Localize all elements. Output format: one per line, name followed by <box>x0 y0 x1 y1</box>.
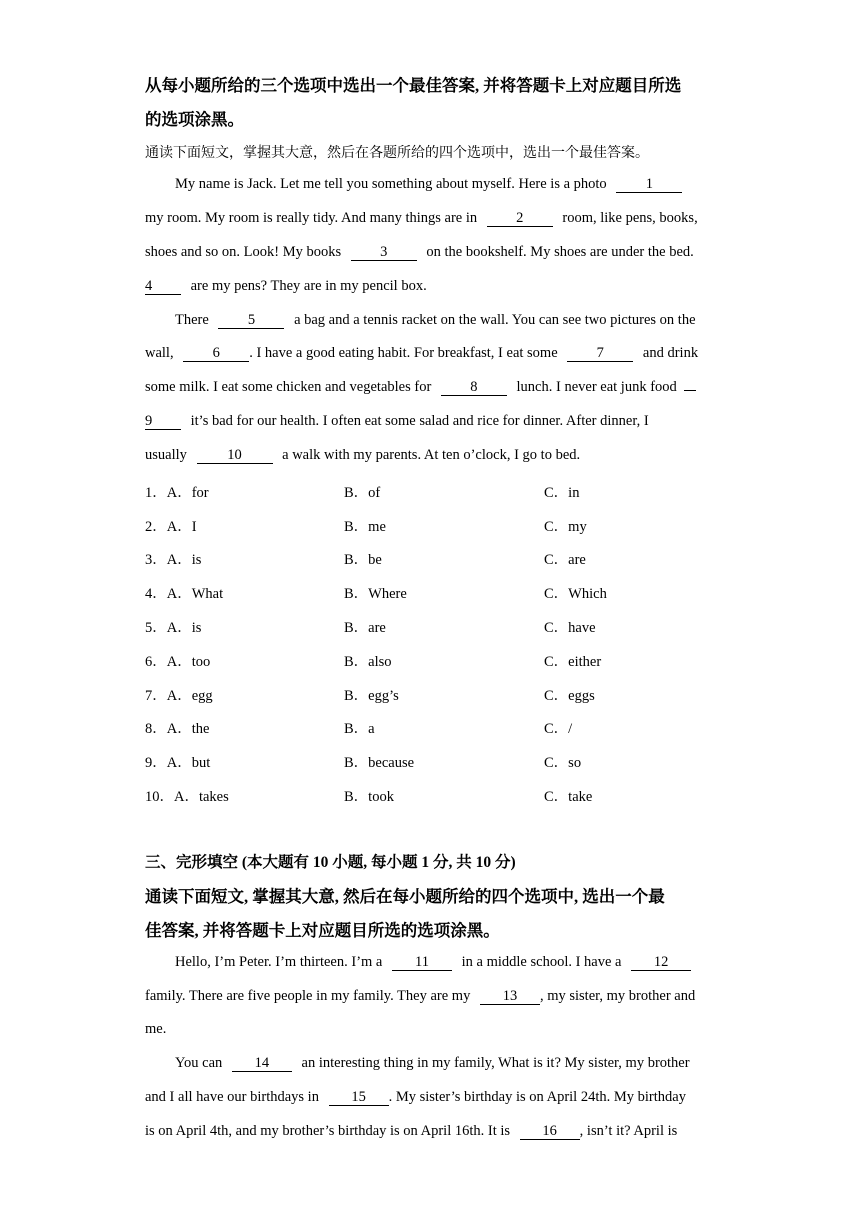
passage-text: it’s bad for our health. I often eat some salad and rice for dinner. After dinner, I <box>190 413 649 429</box>
option-c: C．are <box>544 552 586 568</box>
blank-9: 9 <box>145 413 181 430</box>
option-c: C．so <box>544 755 582 771</box>
blank-14: 14 <box>232 1055 292 1072</box>
option-a: 7．A．egg <box>145 688 213 704</box>
blank-13: 13 <box>480 988 540 1005</box>
passage-text: a walk with my parents. At ten o’clock, I go to bed. <box>282 447 581 463</box>
passage2-line4 <box>175 1055 755 1072</box>
passage-text: a bag and a tennis racket on the wall. You can see two pictures on the <box>294 312 696 328</box>
option-c: C．in <box>544 485 580 501</box>
passage1-line1 <box>175 176 755 193</box>
option-a: 10．A．takes <box>145 789 229 805</box>
passage-text: lunch. I never eat junk food <box>516 379 677 395</box>
option-b: B．me <box>344 519 386 535</box>
blank-15: 15 <box>329 1089 389 1106</box>
passage-text: family. There are five people in my family. They are my <box>145 988 471 1004</box>
blank-11: 11 <box>392 954 452 971</box>
blank-7: 7 <box>567 345 633 362</box>
section2-instruction: 通读下面短文，掌握其大意，然后在各题所给的四个选项中，选出一个最佳答案。 <box>145 146 649 161</box>
option-b: B．of <box>344 485 381 501</box>
passage-text: My name is Jack. Let me tell you something about myself. Here is a photo <box>175 176 607 192</box>
section2-heading-line1: 从每小题所给的三个选项中选出一个最佳答案, 并将答题卡上对应题目所选 <box>145 76 682 95</box>
option-a: 5．A．is <box>145 620 202 636</box>
blank-10: 10 <box>197 447 273 464</box>
option-a: 8．A．the <box>145 721 210 737</box>
section3-heading-line1: 通读下面短文, 掌握其大意, 然后在每小题所给的四个选项中, 选出一个最 <box>145 887 665 906</box>
passage1-line7 <box>145 379 725 396</box>
option-b: B．egg’s <box>344 688 399 704</box>
option-c: C．eggs <box>544 688 595 704</box>
blank-8: 8 <box>441 379 507 396</box>
blank-12: 12 <box>631 954 691 971</box>
option-b: B．took <box>344 789 394 805</box>
option-c: C．take <box>544 789 593 805</box>
passage-text: , isn’t it? April is <box>579 1123 678 1139</box>
passage1-line2 <box>145 210 725 227</box>
option-a: 6．A．too <box>145 654 211 670</box>
passage-text: on the bookshelf. My shoes are under the bed. <box>426 244 694 260</box>
passage-text: . I have a good eating habit. For breakfast, I eat some <box>249 345 558 361</box>
blank-2: 2 <box>487 210 553 227</box>
section3-heading-line2: 佳答案, 并将答题卡上对应题目所选的选项涂黑。 <box>145 921 500 940</box>
passage-text: shoes and so on. Look! My books <box>145 244 342 260</box>
passage-text: . My sister’s birthday is on April 24th. My birthday <box>388 1089 686 1105</box>
blank-16: 16 <box>520 1123 580 1140</box>
passage1-line5 <box>175 312 755 329</box>
passage-text: and drink <box>642 345 699 361</box>
passage-text: Hello, I’m Peter. I’m thirteen. I’m a <box>175 954 383 970</box>
passage-text: an interesting thing in my family, What is it? My sister, my brother <box>301 1055 690 1071</box>
option-a: 3．A．is <box>145 552 202 568</box>
section3-title: 三、完形填空 (本大题有 10 小题, 每小题 1 分, 共 10 分) <box>145 854 516 871</box>
passage2-line6 <box>145 1123 725 1140</box>
blank-6: 6 <box>183 345 249 362</box>
passage2-line2 <box>145 988 725 1005</box>
blank-1: 1 <box>616 176 682 193</box>
passage-text: some milk. I eat some chicken and vegetables for <box>145 379 432 395</box>
option-b: B．Where <box>344 586 407 602</box>
blank-5: 5 <box>218 312 284 329</box>
passage-text: in a middle school. I have a <box>461 954 622 970</box>
passage-text: usually <box>145 447 187 463</box>
option-b: B．be <box>344 552 382 568</box>
passage-text: room, like pens, books, <box>562 210 698 226</box>
option-a: 9．A．but <box>145 755 211 771</box>
passage-text: You can <box>175 1055 223 1071</box>
option-c: C．have <box>544 620 596 636</box>
option-c: C．/ <box>544 721 573 737</box>
option-a: 2．A．I <box>145 519 197 535</box>
option-b: B．also <box>344 654 392 670</box>
passage1-line4 <box>145 278 725 295</box>
passage2-line1 <box>175 954 755 971</box>
passage1-line9 <box>145 447 725 464</box>
passage-text: , my sister, my brother and <box>539 988 696 1004</box>
option-b: B．are <box>344 620 386 636</box>
blank-4: 4 <box>145 278 181 295</box>
option-b: B．a <box>344 721 375 737</box>
option-a: 4．A．What <box>145 586 224 602</box>
passage-text: is on April 4th, and my brother’s birthday is on April 16th. It is <box>145 1123 511 1139</box>
passage2-line5 <box>145 1089 725 1106</box>
option-c: C．my <box>544 519 587 535</box>
passage-text: and I all have our birthdays in <box>145 1089 319 1105</box>
blank-3: 3 <box>351 244 417 261</box>
passage-text: my room. My room is really tidy. And many things are in <box>145 210 478 226</box>
passage-text: wall, <box>145 345 174 361</box>
passage1-line3 <box>145 244 725 261</box>
passage1-line8 <box>145 413 725 430</box>
passage-text: are my pens? They are in my pencil box. <box>190 278 427 294</box>
option-b: B．because <box>344 755 415 771</box>
option-c: C．Which <box>544 586 607 602</box>
option-a: 1．A．for <box>145 485 209 501</box>
passage1-line6 <box>145 345 725 362</box>
option-c: C．either <box>544 654 602 670</box>
passage2-line3: me. <box>145 1021 167 1037</box>
blank-9-start <box>684 390 696 391</box>
passage-text: There <box>175 312 209 328</box>
section2-heading-line2: 的选项涂黑。 <box>145 110 244 129</box>
